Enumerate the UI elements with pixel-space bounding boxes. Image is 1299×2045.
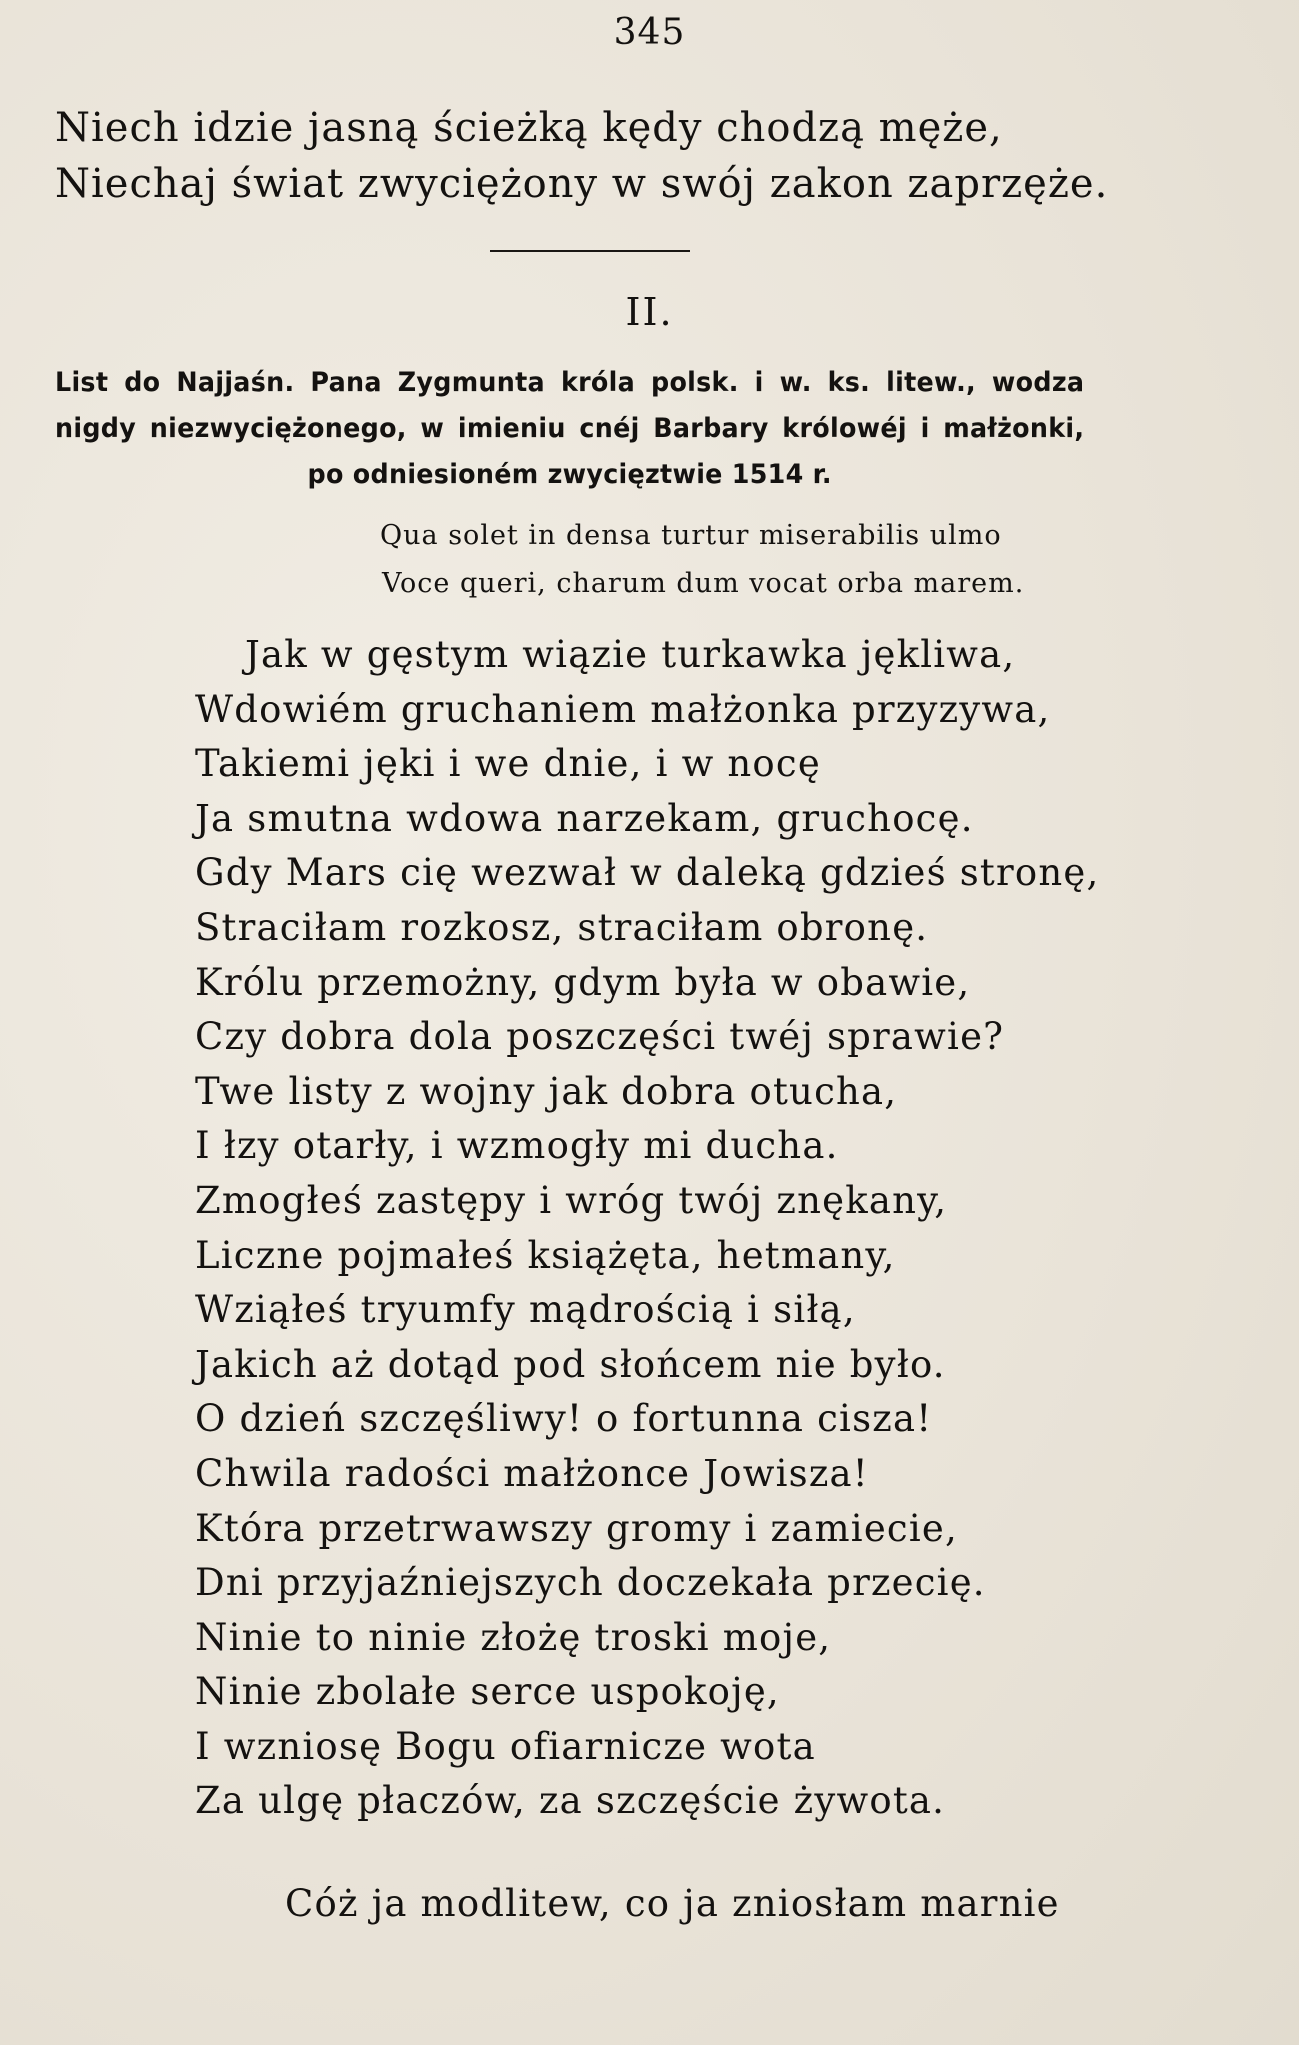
closing-couplet	[55, 100, 1108, 212]
poem-line: Która przetrwawszy gromy i zamiecie,	[195, 1506, 958, 1550]
poem-line: Twe listy z wojny jak dobra otucha,	[195, 1069, 898, 1113]
poem-line: Ninie zbolałe serce uspokoję,	[195, 1670, 780, 1714]
poem-line: Wziąłeś tryumfy mądrością i siłą,	[195, 1288, 856, 1332]
poem-line: O dzień szczęśliwy! o fortunna cisza!	[195, 1397, 933, 1441]
poem-line: Czy dobra dola poszczęści twéj sprawie?	[195, 1015, 1005, 1059]
poem-body	[195, 628, 1099, 1829]
poem-line: Jakich aż dotąd pod słońcem nie było.	[195, 1342, 946, 1386]
poem-line: Chwila radości małżonce Jowisza!	[195, 1451, 869, 1495]
poem-line: Królu przemożny, gdym była w obawie,	[195, 960, 971, 1004]
latin-epigraph	[380, 512, 1024, 608]
poem-line: Jak w gęstym wiązie turkawka jękliwa,	[245, 633, 1016, 676]
poem-line: Takiemi jęki i we dnie, i w nocę	[195, 742, 821, 786]
poem-line: Straciłam rozkosz, straciłam obronę.	[195, 905, 929, 949]
poem-line: Ja smutna wdowa narzekam, gruchocę.	[195, 796, 974, 840]
page-number: 345	[613, 12, 686, 53]
epigraph-line: Voce queri, charum dum vocat orba marem.	[382, 568, 1025, 599]
poem-line: I łzy otarły, i wzmogły mi ducha.	[195, 1124, 839, 1168]
couplet-line: Niechaj świat zwyciężony w swój zakon zaprzęże.	[55, 161, 1109, 207]
poem-line: I wzniosę Bogu ofiarnicze wota	[195, 1724, 816, 1768]
epigraph-line: Qua solet in densa turtur miserabilis ulmo	[380, 520, 1002, 551]
poem-line: Wdowiém gruchaniem małżonka przyzywa,	[195, 687, 1051, 731]
section-number: II.	[625, 290, 674, 334]
poem-line: Za ulgę płaczów, za szczęście żywota.	[195, 1779, 946, 1823]
poem-line: Liczne pojmałeś książęta, hetmany,	[195, 1233, 896, 1277]
poem-line: Dni przyjaźniejszych doczekała przecię.	[195, 1561, 986, 1605]
couplet-line: Niech idzie jasną ścieżką kędy chodzą męże,	[55, 105, 1003, 151]
continuation-line: Cóż ja modlitew, co ja zniosłam marnie	[285, 1882, 1060, 1925]
poem-line: Gdy Mars cię wezwał w daleką gdzieś stronę,	[195, 851, 1100, 895]
section-divider	[490, 250, 690, 252]
poem-line: Ninie to ninie złożę troski moje,	[195, 1615, 832, 1659]
poem-line: Zmogłeś zastępy i wróg twój znękany,	[195, 1178, 948, 1222]
letter-heading: List do Najjaśn. Pana Zygmunta króla polsk. i w. ks. litew., wodza nigdy niezwyciężonego, w imieniu cnéj Barbary królowéj i małżonki, po odniesioném zwycięztwie 1514 r.	[55, 367, 1085, 490]
